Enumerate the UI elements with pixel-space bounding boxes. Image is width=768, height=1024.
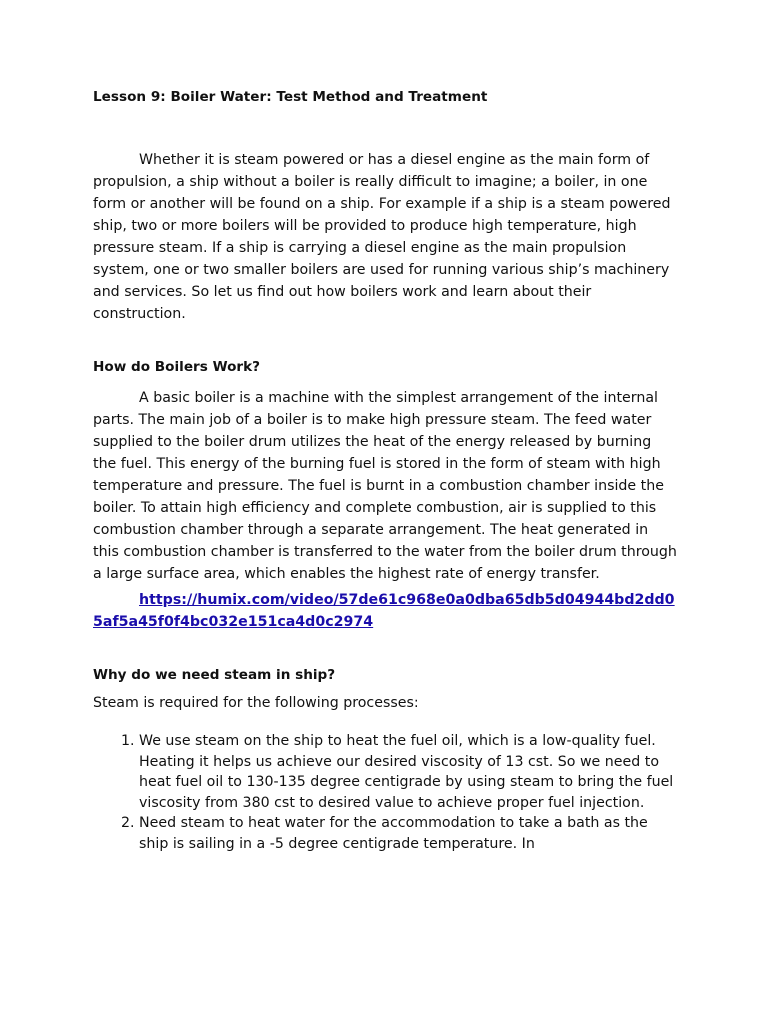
- spacer: [93, 633, 678, 664]
- steam-uses-list: [93, 731, 678, 854]
- page-title: Lesson 9: Boiler Water: Test Method and Treatment: [93, 89, 488, 105]
- spacer: [93, 714, 678, 731]
- list-item: 2. Need steam to heat water for the accommodation to take a bath as the ship is sailing in a -5 degree centigrade temperature. In: [139, 813, 678, 854]
- video-link[interactable]: https://humix.com/video/57de61c968e0a0dba65db5d04944bd2dd05af5a45f0f4bc032e151ca4d0c2974: [93, 592, 675, 630]
- steam-lead-text: Steam is required for the following processes:: [93, 695, 419, 711]
- section-heading-why-steam: Why do we need steam in ship?: [93, 667, 336, 683]
- how-boilers-work-paragraph: A basic boiler is a machine with the simplest arrangement of the internal parts. The main job of a boiler is to make high pressure steam. The feed water supplied to the boiler drum utilizes the heat of the energy released by burning the fuel. This energy of the burning fuel is stored in the form of steam with high temperature and pressure. The fuel is burnt in a combustion chamber inside the boiler. To attain high efficiency and complete combustion, air is supplied to this combustion chamber through a separate arrangement. The heat generated in this combustion chamber is transferred to the water from the boiler drum through a large surface area, which enables the highest rate of energy transfer.: [93, 390, 677, 582]
- list-item: 1. We use steam on the ship to heat the fuel oil, which is a low-quality fuel. Heating it helps us achieve our desired viscosity of 13 cst. So we need to heat fuel oil to 130-135 degree centigrade by using steam to bring the fuel viscosity from 380 cst to desired value to achieve proper fuel injection.: [139, 731, 678, 813]
- intro-paragraph: Whether it is steam powered or has a diesel engine as the main form of propulsion, a ship without a boiler is really difficult to imagine; a boiler, in one form or another will be found on a ship. For example if a ship is a steam powered ship, two or more boilers will be provided to produce high temperature, high pressure steam. If a ship is carrying a diesel engine as the main propulsion system, one or two smaller boilers are used for running various ship’s machinery and services. So let us find out how boilers work and learn about their construction.: [93, 152, 671, 322]
- section-heading-how-boilers-work: How do Boilers Work?: [93, 359, 261, 375]
- video-link-block: [93, 589, 678, 633]
- document-page: [93, 86, 678, 854]
- spacer: [93, 325, 678, 356]
